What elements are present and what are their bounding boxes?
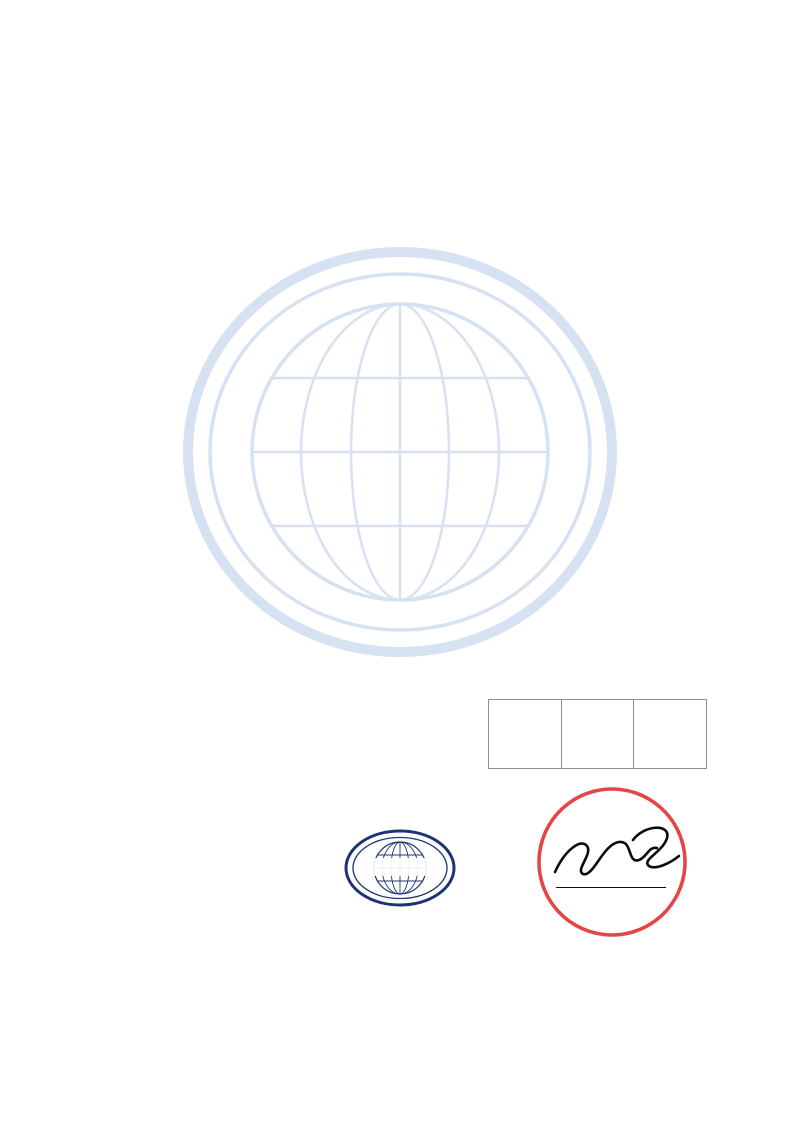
qr-code bbox=[138, 820, 238, 920]
supervision-sticker-cell bbox=[561, 700, 634, 768]
cscc-logo bbox=[340, 826, 460, 910]
signature-underline bbox=[556, 887, 666, 888]
supervision-sticker-cell bbox=[633, 700, 706, 768]
business-address-line bbox=[0, 426, 800, 442]
registered-address-line bbox=[0, 402, 800, 418]
supervision-sticker-cell bbox=[489, 700, 561, 768]
supervision-sticker-table bbox=[488, 699, 707, 769]
signature-scribble bbox=[545, 816, 695, 896]
